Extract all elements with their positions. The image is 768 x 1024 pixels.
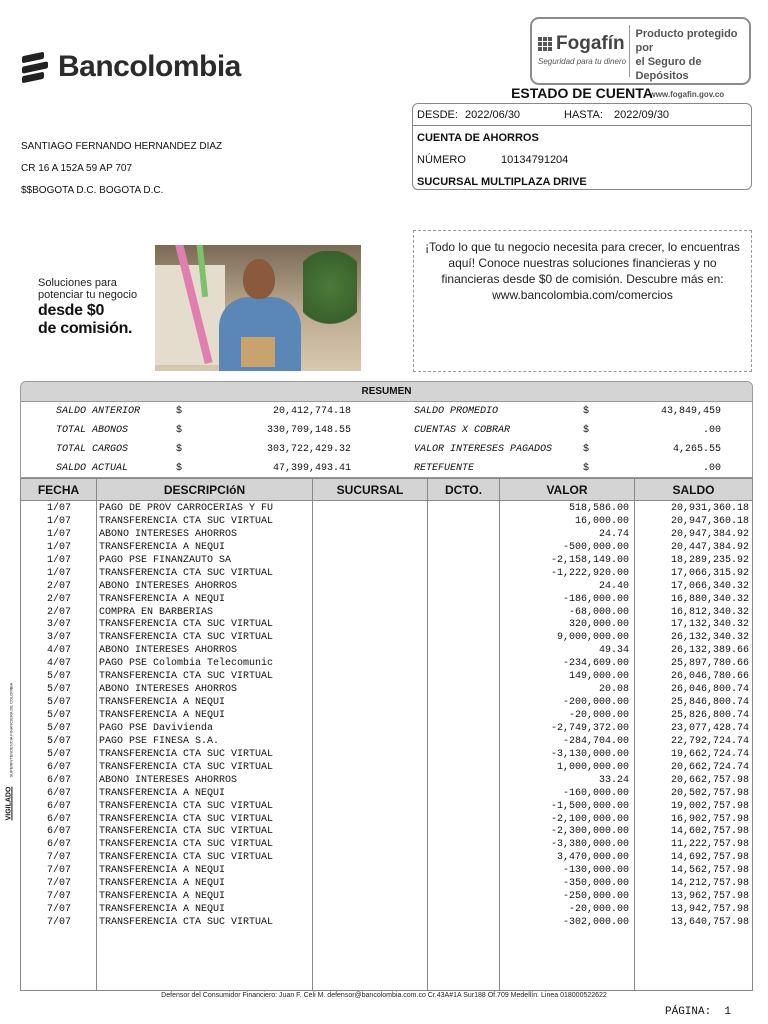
transaction-saldo: 26,132,389.66: [670, 645, 749, 657]
transaction-saldo: 20,947,384.92: [670, 528, 749, 540]
transaction-fecha: 1/07: [46, 541, 71, 553]
transaction-valor: -186,000.00: [562, 593, 629, 605]
transaction-valor: -2,158,149.00: [550, 554, 629, 566]
transaction-valor: -284,704.00: [562, 735, 629, 747]
transaction-row: [21, 710, 752, 723]
transaction-desc: COMPRA EN BARBERIAS: [99, 606, 214, 618]
transaction-row: [21, 775, 752, 788]
summary-val-l: 330,709,148.55: [266, 425, 351, 436]
transaction-saldo: 25,897,780.66: [670, 658, 749, 670]
promo-headline: desde $0 de comisión.: [38, 302, 133, 337]
transaction-valor: -1,500,000.00: [550, 800, 629, 812]
transaction-fecha: 7/07: [46, 878, 71, 890]
transaction-fecha: 2/07: [46, 606, 71, 618]
transaction-row: [21, 852, 752, 865]
transaction-desc: TRANSFERENCIA A NEQUI: [99, 697, 226, 709]
transaction-row: [21, 607, 752, 620]
transaction-valor: -350,000.00: [562, 878, 629, 890]
transaction-saldo: 16,880,340.32: [670, 593, 749, 605]
transaction-fecha: 7/07: [46, 891, 71, 903]
transaction-valor: 518,586.00: [568, 503, 629, 514]
transaction-fecha: 7/07: [46, 852, 71, 864]
transaction-fecha: 5/07: [46, 684, 71, 696]
summary-cur-l: $: [176, 406, 183, 417]
page-number: 1: [724, 1006, 732, 1018]
col-fecha: FECHA: [37, 483, 80, 497]
transaction-fecha: 1/07: [46, 528, 71, 540]
summary-cur-l: $: [176, 463, 183, 474]
col-valor: VALOR: [546, 483, 588, 497]
transaction-valor: -234,609.00: [562, 658, 629, 670]
transaction-row: [21, 826, 752, 839]
transaction-row: [21, 891, 752, 904]
transaction-saldo: 20,447,384.92: [670, 541, 749, 553]
transaction-fecha: 7/07: [46, 865, 71, 877]
transaction-saldo: 20,947,360.18: [670, 515, 749, 527]
bancolombia-logo-icon: [22, 52, 52, 82]
transaction-valor: -500,000.00: [562, 541, 629, 553]
transaction-desc: ABONO INTERESES AHORROS: [99, 645, 238, 657]
transaction-saldo: 25,826,800.74: [670, 710, 749, 721]
transaction-fecha: 6/07: [46, 787, 71, 799]
transaction-fecha: 1/07: [46, 567, 71, 579]
transaction-valor: -20,000.00: [568, 904, 629, 916]
transaction-desc: TRANSFERENCIA CTA SUC VIRTUAL: [99, 619, 274, 631]
transaction-valor: 149,000.00: [568, 671, 629, 683]
col-saldo: SALDO: [672, 483, 715, 497]
transaction-valor: 20.08: [598, 684, 629, 696]
summary-cur-r: $: [583, 425, 590, 436]
transaction-saldo: 26,046,800.74: [670, 684, 749, 696]
transaction-fecha: 5/07: [46, 710, 71, 721]
transaction-row: [21, 581, 752, 594]
desde-label: DESDE:: [417, 109, 458, 121]
transaction-fecha: 7/07: [46, 917, 71, 928]
transaction-fecha: 3/07: [46, 619, 71, 631]
summary-val-r: .00: [702, 463, 721, 474]
col-sucursal: SUCURSAL: [336, 483, 404, 497]
transaction-desc: TRANSFERENCIA CTA SUC VIRTUAL: [99, 917, 274, 928]
promo-photo: [155, 245, 361, 371]
transaction-row: [21, 814, 752, 827]
transaction-fecha: 1/07: [46, 503, 71, 514]
transaction-fecha: 1/07: [46, 515, 71, 527]
transaction-saldo: 19,002,757.98: [670, 800, 749, 812]
summary-label-r: RETEFUENTE: [414, 463, 475, 474]
transaction-desc: TRANSFERENCIA CTA SUC VIRTUAL: [99, 852, 274, 864]
transaction-desc: PAGO PSE FINESA S.A.: [99, 735, 220, 747]
transaction-saldo: 26,046,780.66: [670, 671, 749, 683]
transaction-fecha: 6/07: [46, 813, 71, 825]
transaction-fecha: 6/07: [46, 761, 71, 773]
transaction-valor: -68,000.00: [568, 606, 629, 618]
promo-notice: [413, 230, 752, 372]
transaction-desc: TRANSFERENCIA A NEQUI: [99, 787, 226, 799]
transaction-saldo: 26,132,340.32: [670, 632, 749, 644]
transaction-desc: ABONO INTERESES AHORROS: [99, 528, 238, 540]
page-label: PÁGINA:: [665, 1006, 712, 1018]
transactions-header: [21, 479, 752, 501]
summary-cur-l: $: [176, 444, 183, 455]
transaction-fecha: 7/07: [46, 904, 71, 916]
transaction-row: [21, 904, 752, 917]
account-type: CUENTA DE AHORROS: [417, 132, 539, 144]
transaction-valor: -1,222,920.00: [550, 567, 629, 579]
footer-defensor: Defensor del Consumidor Financiero: Juan F. Celi M. defensor@bancolombia.com.co Cr.43A#1A Sur188 Of.709 Medellín. Linea 018000522622: [161, 992, 607, 999]
transaction-row: [21, 723, 752, 736]
transaction-row: [21, 736, 752, 749]
transaction-saldo: 17,132,340.32: [670, 619, 749, 631]
transaction-saldo: 18,289,235.92: [670, 554, 749, 566]
transaction-desc: TRANSFERENCIA A NEQUI: [99, 891, 226, 903]
summary-cur-r: $: [583, 463, 590, 474]
transaction-row: [21, 697, 752, 710]
transaction-desc: TRANSFERENCIA A NEQUI: [99, 710, 226, 721]
bancolombia-logo: [22, 50, 241, 84]
fogafin-brand: Fogafín: [556, 33, 625, 54]
transaction-saldo: 16,902,757.98: [670, 813, 749, 825]
transaction-valor: -2,749,372.00: [550, 722, 629, 734]
transaction-saldo: 23,077,428.74: [670, 722, 749, 734]
transaction-valor: 24.40: [598, 580, 629, 592]
transaction-desc: TRANSFERENCIA A NEQUI: [99, 541, 226, 553]
summary-val-r: 4,265.55: [672, 444, 721, 455]
transaction-desc: TRANSFERENCIA A NEQUI: [99, 865, 226, 877]
summary-table: [20, 381, 753, 478]
transaction-desc: ABONO INTERESES AHORROS: [99, 580, 238, 592]
transaction-row: [21, 878, 752, 891]
transaction-saldo: 22,792,724.74: [670, 735, 749, 747]
bank-name: Bancolombia: [58, 50, 241, 83]
notice-text: ¡Todo lo que tu negocio necesita para crecer, lo encuentras aquí! Conoce nuestras soluciones financieras y no financieras desde $0 de comisión. Descubre más en:: [425, 240, 740, 286]
transaction-saldo: 13,962,757.98: [670, 891, 749, 903]
transaction-desc: ABONO INTERESES AHORROS: [99, 684, 238, 696]
transaction-row: [21, 645, 752, 658]
fogafin-tagline: Seguridad para tu dinero: [538, 57, 627, 66]
transaction-saldo: 14,212,757.98: [670, 878, 749, 890]
transaction-valor: 9,000,000.00: [556, 632, 629, 644]
transaction-saldo: 13,942,757.98: [670, 904, 749, 916]
transaction-saldo: 14,692,757.98: [670, 852, 749, 864]
summary-label-l: SALDO ANTERIOR: [56, 406, 141, 417]
fogafin-line2: el Seguro de Depósitos: [635, 56, 702, 82]
summary-val-l: 20,412,774.18: [272, 406, 351, 417]
transaction-row: [21, 762, 752, 775]
transaction-row: [21, 555, 752, 568]
summary-title: RESUMEN: [21, 382, 752, 402]
transaction-desc: TRANSFERENCIA CTA SUC VIRTUAL: [99, 515, 274, 527]
transaction-desc: TRANSFERENCIA A NEQUI: [99, 593, 226, 605]
transaction-fecha: 5/07: [46, 671, 71, 683]
transaction-fecha: 6/07: [46, 826, 71, 838]
col-dcto: DCTO.: [444, 483, 483, 497]
summary-label-l: SALDO ACTUAL: [56, 463, 129, 474]
summary-label-r: CUENTAS X COBRAR: [414, 425, 511, 436]
client-city: $$BOGOTA D.C. BOGOTA D.C.: [21, 185, 164, 196]
summary-val-l: 47,399,493.41: [272, 463, 351, 474]
transaction-desc: TRANSFERENCIA CTA SUC VIRTUAL: [99, 839, 274, 851]
transaction-row: [21, 671, 752, 684]
transaction-saldo: 17,066,315.92: [670, 567, 749, 579]
transaction-fecha: 1/07: [46, 554, 71, 566]
notice-url[interactable]: www.bancolombia.com/comercios: [492, 288, 673, 302]
transaction-fecha: 5/07: [46, 697, 71, 709]
transaction-row: [21, 839, 752, 852]
summary-label-l: TOTAL CARGOS: [56, 444, 129, 455]
transaction-valor: 3,470,000.00: [556, 852, 629, 864]
transaction-saldo: 14,562,757.98: [670, 865, 749, 877]
summary-cur-r: $: [583, 444, 590, 455]
vigilado-label: VIGILADO: [5, 786, 13, 821]
summary-row: [21, 440, 752, 459]
transaction-fecha: 2/07: [46, 580, 71, 592]
transaction-valor: 320,000.00: [568, 619, 629, 631]
client-name: SANTIAGO FERNANDO HERNANDEZ DIAZ: [21, 141, 223, 152]
summary-label-r: VALOR INTERESES PAGADOS: [414, 444, 553, 455]
summary-row: [21, 402, 752, 421]
transaction-valor: 49.34: [598, 645, 629, 657]
account-info-box: [412, 103, 752, 190]
transaction-valor: -2,300,000.00: [550, 826, 629, 838]
transaction-desc: TRANSFERENCIA A NEQUI: [99, 878, 226, 890]
fogafin-dots-icon: [538, 37, 552, 51]
hasta-value: 2022/09/30: [614, 109, 670, 121]
transaction-fecha: 5/07: [46, 735, 71, 747]
transaction-row: [21, 594, 752, 607]
transaction-valor: 16,000.00: [574, 515, 629, 527]
sucursal-name: SUCURSAL MULTIPLAZA DRIVE: [417, 176, 587, 188]
transaction-fecha: 6/07: [46, 839, 71, 851]
transaction-desc: TRANSFERENCIA CTA SUC VIRTUAL: [99, 567, 274, 579]
transaction-row: [21, 542, 752, 555]
transaction-saldo: 20,662,757.98: [670, 774, 749, 786]
transaction-desc: PAGO PSE Colombia Telecomunic: [99, 658, 274, 670]
transaction-fecha: 5/07: [46, 748, 71, 760]
page-indicator: [665, 1006, 731, 1018]
summary-val-r: 43,849,459: [660, 406, 721, 417]
transaction-fecha: 4/07: [46, 658, 71, 670]
transaction-valor: -2,100,000.00: [550, 813, 629, 825]
transaction-valor: -130,000.00: [562, 865, 629, 877]
transaction-saldo: 25,846,800.74: [670, 697, 749, 709]
transaction-saldo: 20,502,757.98: [670, 787, 749, 799]
statement-title: ESTADO DE CUENTA: [511, 85, 653, 101]
transaction-valor: -302,000.00: [562, 917, 629, 928]
transaction-valor: 24.74: [598, 528, 629, 540]
transaction-desc: ABONO INTERESES AHORROS: [99, 774, 238, 786]
transaction-valor: 33.24: [598, 774, 629, 786]
transaction-row: [21, 801, 752, 814]
transaction-valor: -3,380,000.00: [550, 839, 629, 851]
hasta-label: HASTA:: [564, 109, 603, 121]
transaction-saldo: 20,931,360.18: [670, 503, 749, 514]
summary-cur-l: $: [176, 425, 183, 436]
transaction-valor: -160,000.00: [562, 787, 629, 799]
summary-label-l: TOTAL ABONOS: [56, 425, 129, 436]
transaction-saldo: 20,662,724.74: [670, 761, 749, 773]
transaction-row: [21, 865, 752, 878]
transaction-saldo: 19,662,724.74: [670, 748, 749, 760]
summary-row: [21, 459, 752, 478]
transaction-desc: TRANSFERENCIA CTA SUC VIRTUAL: [99, 632, 274, 644]
transaction-desc: TRANSFERENCIA CTA SUC VIRTUAL: [99, 800, 274, 812]
transaction-saldo: 14,602,757.98: [670, 826, 749, 838]
transaction-row: [21, 529, 752, 542]
transaction-row: [21, 788, 752, 801]
transaction-valor: -250,000.00: [562, 891, 629, 903]
transaction-row: [21, 516, 752, 529]
transaction-saldo: 17,066,340.32: [670, 580, 749, 592]
transaction-fecha: 4/07: [46, 645, 71, 657]
transaction-row: [21, 684, 752, 697]
transaction-desc: PAGO DE PROV CARROCERIAS Y FU: [99, 503, 274, 514]
transaction-valor: -20,000.00: [568, 710, 629, 721]
transaction-row: [21, 658, 752, 671]
fogafin-line1: Producto protegido por: [635, 28, 738, 54]
transaction-fecha: 3/07: [46, 632, 71, 644]
summary-row: [21, 421, 752, 440]
vigilado-stamp: [5, 682, 20, 830]
transaction-row: [21, 917, 752, 930]
transaction-fecha: 2/07: [46, 593, 71, 605]
transactions-table: [20, 478, 753, 991]
transaction-valor: -200,000.00: [562, 697, 629, 709]
desde-value: 2022/06/30: [465, 109, 521, 121]
transaction-row: [21, 619, 752, 632]
transaction-saldo: 16,812,340.32: [670, 606, 749, 618]
transaction-desc: PAGO PSE Davivienda: [99, 722, 214, 734]
transaction-valor: 1,000,000.00: [556, 761, 629, 773]
client-address: CR 16 A 152A 59 AP 707: [21, 163, 133, 174]
transaction-desc: PAGO PSE FINANZAUTO SA: [99, 554, 232, 566]
summary-val-r: .00: [702, 425, 721, 436]
summary-val-l: 303,722,429.32: [266, 444, 351, 455]
transaction-saldo: 11,222,757.98: [670, 839, 749, 851]
transaction-fecha: 6/07: [46, 800, 71, 812]
summary-cur-r: $: [583, 406, 590, 417]
numero-value: 10134791204: [501, 154, 569, 166]
transaction-desc: TRANSFERENCIA CTA SUC VIRTUAL: [99, 826, 274, 838]
col-descripcion: DESCRIPCIóN: [163, 483, 246, 497]
transaction-valor: -3,130,000.00: [550, 748, 629, 760]
promo-caption: Soluciones para potenciar tu negocio: [38, 277, 138, 301]
transaction-desc: TRANSFERENCIA CTA SUC VIRTUAL: [99, 761, 274, 773]
superfinanciera-label: SUPERINTENDENCIA FINANCIERA DE COLOMBIA: [8, 682, 14, 778]
transaction-row: [21, 503, 752, 516]
transaction-desc: TRANSFERENCIA A NEQUI: [99, 904, 226, 916]
numero-label: NÚMERO: [417, 154, 466, 166]
transaction-row: [21, 568, 752, 581]
transaction-saldo: 13,640,757.98: [670, 917, 749, 928]
transaction-row: [21, 749, 752, 762]
transaction-fecha: 6/07: [46, 774, 71, 786]
transaction-row: [21, 632, 752, 645]
transaction-desc: TRANSFERENCIA CTA SUC VIRTUAL: [99, 748, 274, 760]
transaction-desc: TRANSFERENCIA CTA SUC VIRTUAL: [99, 813, 274, 825]
transaction-desc: TRANSFERENCIA CTA SUC VIRTUAL: [99, 671, 274, 683]
summary-label-r: SALDO PROMEDIO: [414, 406, 499, 417]
transaction-fecha: 5/07: [46, 722, 71, 734]
fogafin-url: www.fogafin.gov.co: [649, 90, 725, 99]
